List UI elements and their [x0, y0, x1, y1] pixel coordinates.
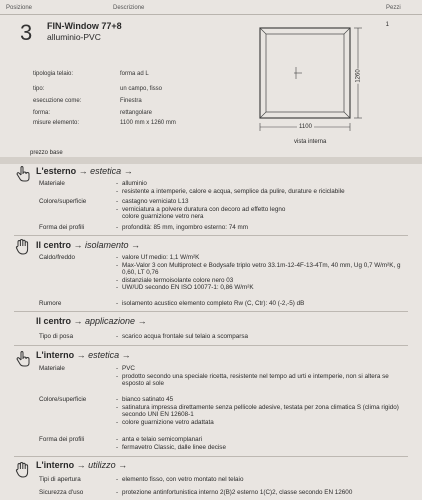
spec-label: Materiale [39, 365, 65, 372]
divider [14, 456, 408, 457]
hand-pointer-icon [14, 165, 32, 183]
property-value: 1100 mm x 1260 mm [120, 120, 176, 126]
drawing-caption: vista interna [294, 139, 327, 145]
spec-label: Tipi di apertura [39, 476, 81, 483]
property-key: misure elemento: [33, 120, 80, 126]
spec-values [116, 489, 408, 497]
spec-value: - satinatura impressa direttamente senza pellicole adesive, testata per zona climatica S (clima rigido) secondo UNI EN 12608-1 [116, 404, 408, 419]
spec-value: - UW/UD secondo EN ISO 10077-1: 0,86 W/m²K [116, 284, 408, 292]
header-pezzi: Pezzi [386, 5, 401, 11]
spec-value: - protezione antinfortunistica interno 2(B)2 esterno 1(C)2, classe secondo EN 12600 [116, 489, 408, 497]
property-value: forma ad L [120, 71, 149, 77]
prezzo-base: prezzo base [30, 150, 63, 156]
window-frame-outer [260, 28, 350, 118]
spec-label: Colore/superficie [39, 198, 87, 205]
section-title-centro-isolamento: Il centro → isolamento → [36, 240, 141, 250]
spec-value: - verniciatura a polvere duratura con decoro ad effetto legno [116, 206, 408, 214]
spec-value: - prodotto secondo una speciale ricetta, resistente nel tempo ad urti e intemperie, non si altera se esposto al sole [116, 373, 408, 388]
section-title-centro-applicazione: Il centro → applicazione → [36, 316, 147, 326]
product-material: alluminio-PVC [47, 32, 101, 42]
width-label: 1100 [299, 124, 312, 130]
spec-values [116, 476, 408, 484]
header-descrizione: Descrizione [113, 5, 145, 11]
spec-values [116, 396, 408, 426]
spec-value: - anta e telaio semicomplanari [116, 436, 408, 444]
spec-value: - distanziale termoisolante colore nero 03 [116, 277, 408, 285]
property-key: tipo: [33, 86, 45, 92]
spec-label: Caldo/freddo [39, 254, 76, 261]
spec-value: - profondità: 85 mm, ingombro esterno: 74 mm [116, 224, 408, 232]
divider [14, 235, 408, 236]
spec-label: Forma dei profili [39, 224, 85, 231]
divider [14, 345, 408, 346]
product-name: FIN-Window 77+8 [47, 21, 122, 31]
property-value: Finestra [120, 98, 142, 104]
spec-label: Colore/superficie [39, 396, 87, 403]
hand-grab-icon [14, 461, 32, 479]
spec-value: - resistente a intemperie, calore e acqua, semplice da pulire, durature e riciclabile [116, 188, 408, 196]
spec-values [116, 254, 408, 292]
spec-label: Forma dei profili [39, 436, 85, 443]
hand-grab-icon [14, 238, 32, 256]
spec-value: - Max-Valor 3 con Multiprotect e Bodysafe triplo vetro 33.1m-12-4F-13-4Tm, 40 mm, Ug 0,7 W/m²K, g 0,60, LT 0,76 [116, 262, 408, 277]
section-title-esterno-estetica: L'esterno → estetica → [36, 166, 133, 176]
spec-values [116, 365, 408, 388]
section-title-interno-utilizzo: L'interno → utilizzo → [36, 460, 128, 470]
section-band [0, 157, 422, 164]
property-key: forma: [33, 110, 51, 116]
spec-values [116, 333, 408, 341]
property-key: esecuzione come: [33, 98, 82, 104]
property-value: un campo, fisso [120, 86, 163, 92]
spec-value: - valore Uf medio: 1,1 W/m²K [116, 254, 408, 262]
spec-value: - fermavetro Classic, dalle linee decise [116, 444, 408, 452]
spec-values [116, 436, 408, 451]
divider [14, 311, 408, 312]
height-label: 1260 [355, 69, 362, 83]
table-header [0, 0, 422, 15]
spec-value: - alluminio [116, 180, 408, 188]
property-key: tipologia telaio: [33, 71, 74, 77]
header-posizione: Posizione [6, 5, 33, 11]
spec-value: - bianco satinato 45 [116, 396, 408, 404]
spec-label: Rumore [39, 300, 62, 307]
window-frame-inner [266, 34, 344, 112]
spec-values [116, 198, 408, 221]
spec-value: - scarico acqua frontale sul telaio a scomparsa [116, 333, 408, 341]
spec-label: Tipo di posa [39, 333, 74, 340]
section-title-interno-estetica: L'interno → estetica → [36, 350, 131, 360]
hand-pointer-icon [14, 350, 32, 368]
spec-value: - isolamento acustico elemento completo Rw (C, Ctr): 40 (-2,-5) dB [116, 300, 408, 308]
spec-value: colore guarnizione vetro nera [122, 213, 204, 221]
spec-label: Sicurezza d'uso [39, 489, 84, 496]
spec-values [116, 300, 408, 308]
position-number: 3 [20, 20, 33, 45]
quantity-value: 1 [385, 22, 389, 28]
spec-values [116, 224, 408, 232]
spec-value: - elemento fisso, con vetro montato nel telaio [116, 476, 408, 484]
spec-value: - castagno verniciato L13 [116, 198, 408, 206]
spec-value: - PVC [116, 365, 408, 373]
property-value: rettangolare [120, 110, 153, 116]
spec-value: - colore guarnizione vetro adattata [116, 419, 408, 427]
spec-label: Materiale [39, 180, 65, 187]
spec-values [116, 180, 408, 195]
